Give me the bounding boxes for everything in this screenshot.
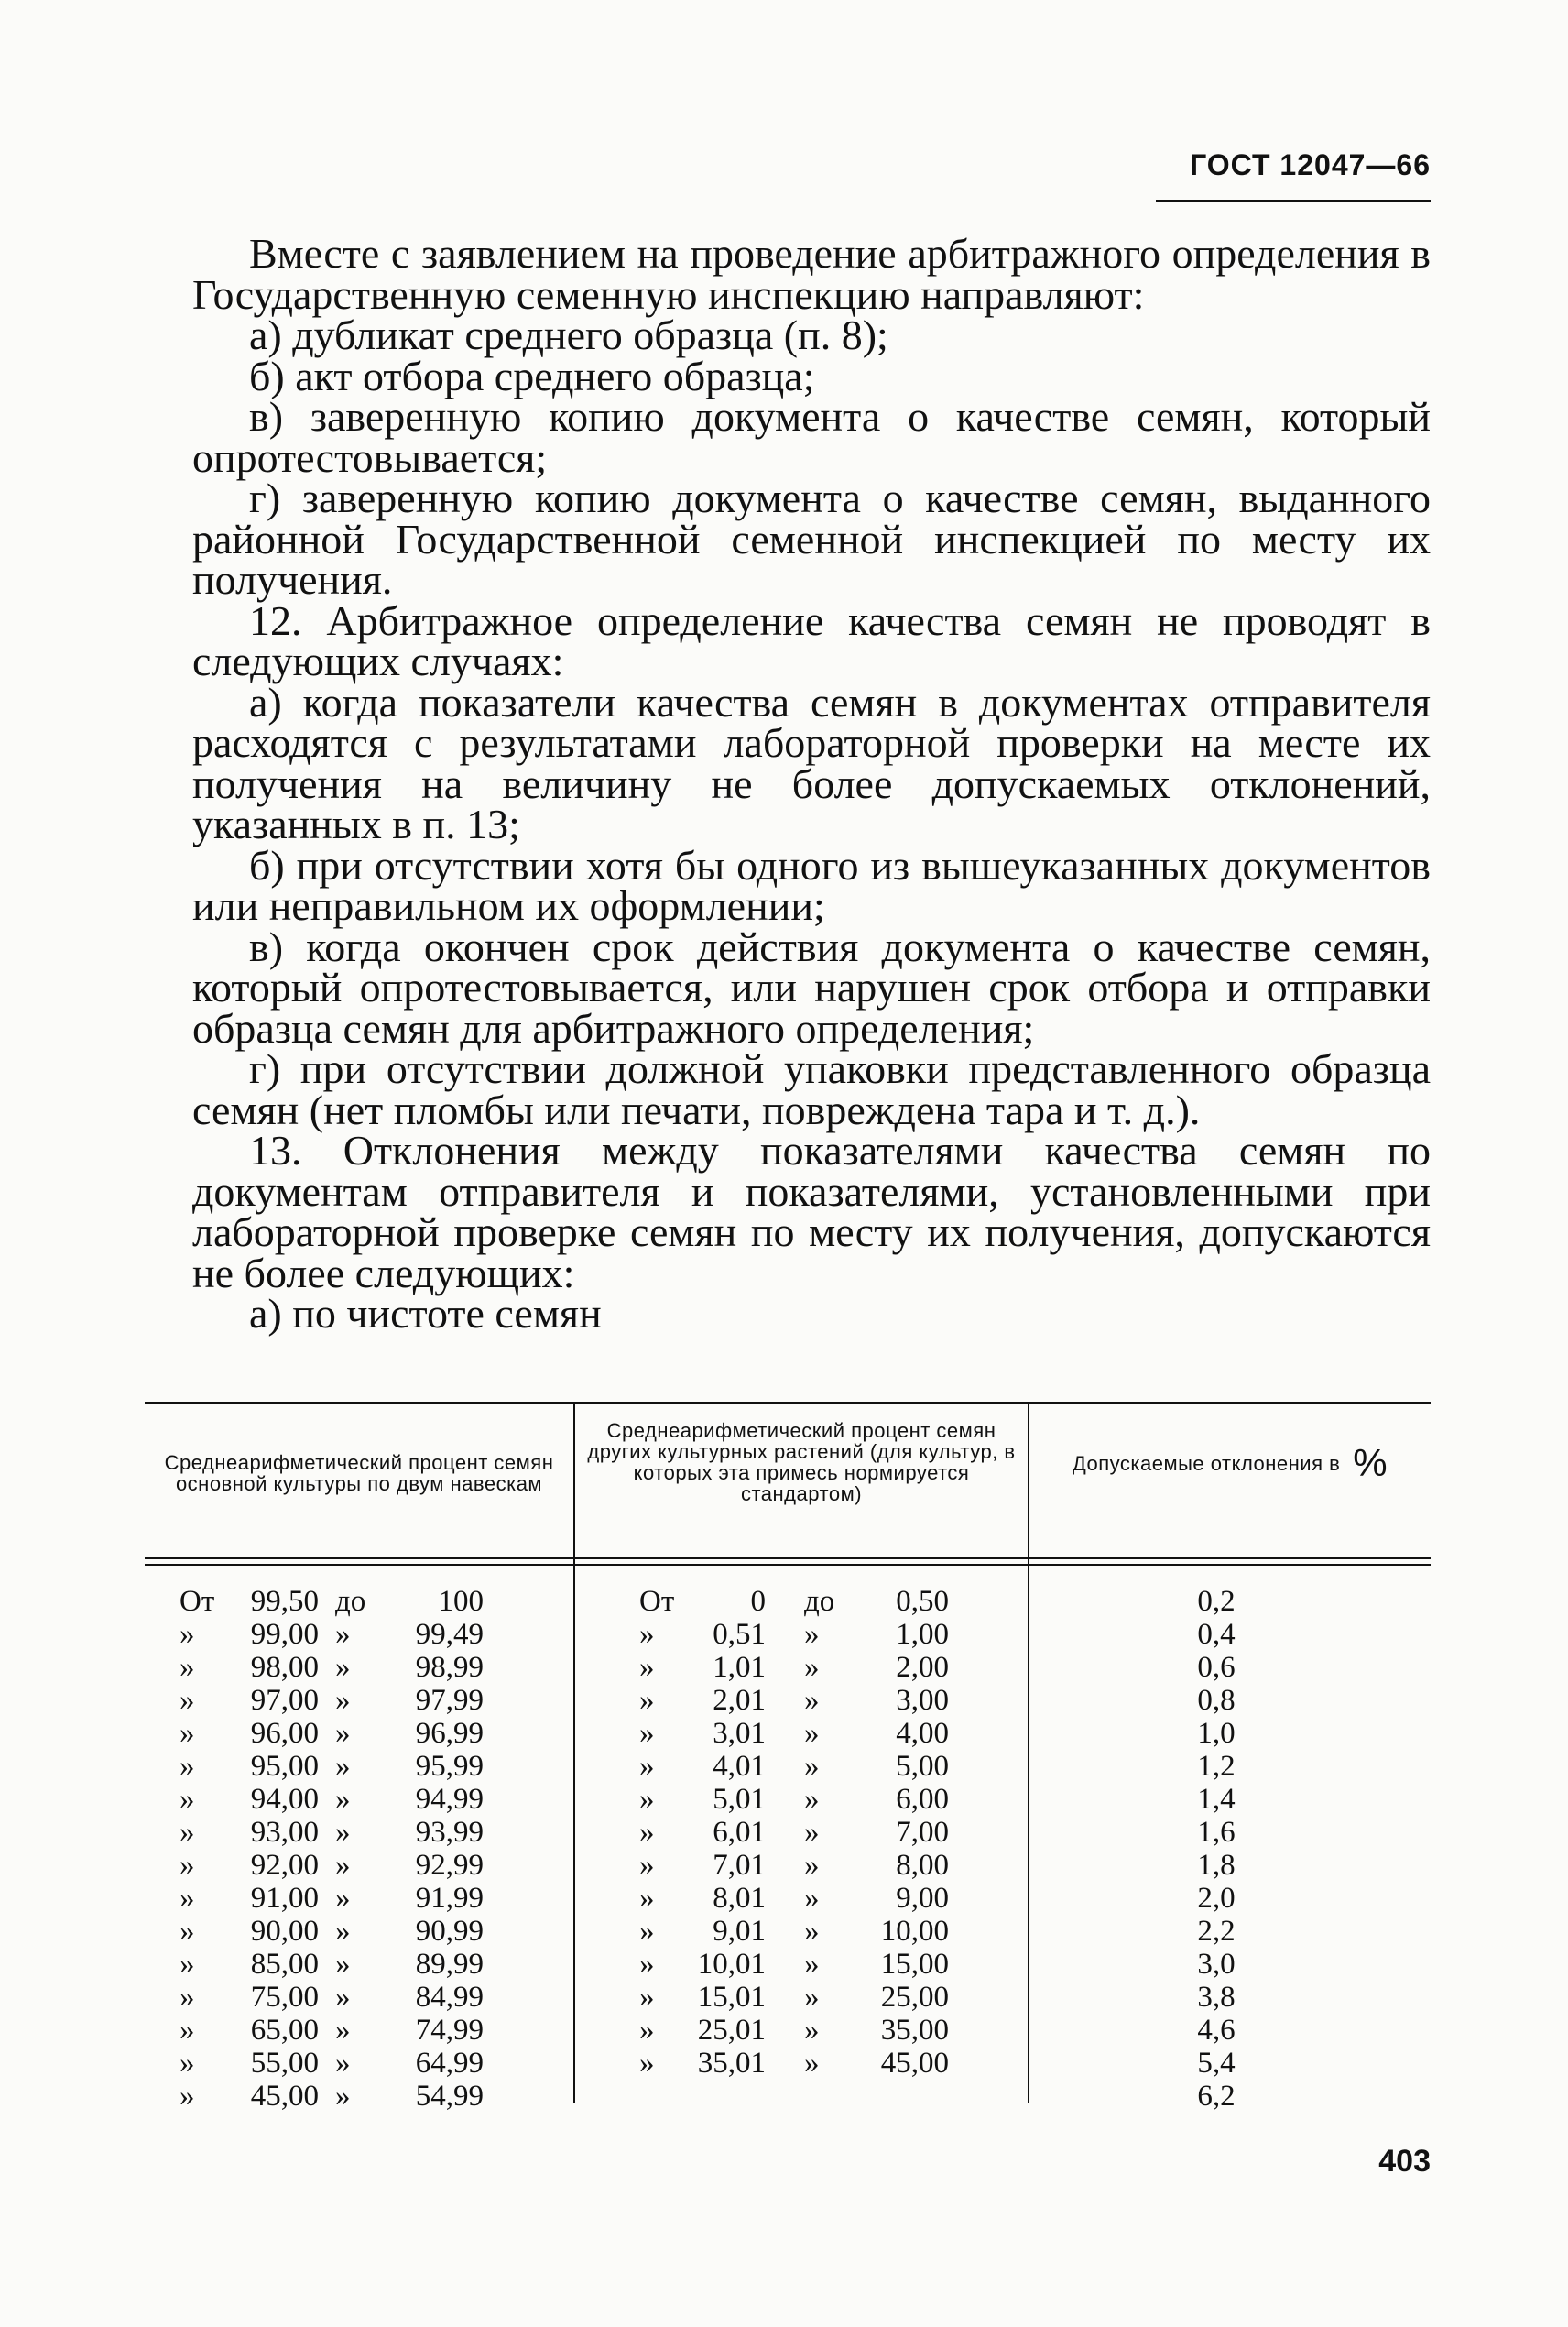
table-cell-c1-to: 84,99 xyxy=(415,1981,484,2014)
table-row xyxy=(145,1585,1431,1618)
table-cell-c3: 2,0 xyxy=(1197,1882,1236,1915)
table-cell-c2-from: 2,01 xyxy=(713,1684,766,1717)
table-cell-c1-sep: » xyxy=(335,1849,351,1882)
table-row xyxy=(145,1981,1431,2014)
percent-unit: % xyxy=(1353,1441,1388,1484)
paragraph: в) заверенную копию документа о качестве семян, который опротестовывается; xyxy=(192,393,1431,481)
table-cell-c2-sep: » xyxy=(804,1948,820,1981)
table-cell-c3: 1,8 xyxy=(1197,1849,1236,1882)
table-cell-c1-sep: » xyxy=(335,2080,351,2113)
table-cell-c2-from: 4,01 xyxy=(713,1750,766,1783)
table-cell-c2-pre: От xyxy=(639,1585,675,1618)
table-row xyxy=(145,1882,1431,1915)
table-cell-c2-to: 9,00 xyxy=(896,1882,949,1915)
paragraph: а) когда показатели качества семян в документах отправителя расходятся с результатами лабораторной проверки на месте их получения на величину не более допускаемых отклонений, указанных в п. 13; xyxy=(192,678,1431,847)
table-cell-c2-from: 35,01 xyxy=(697,2047,766,2080)
table-cell-c2-to: 8,00 xyxy=(896,1849,949,1882)
table-cell-c1-from: 93,00 xyxy=(250,1816,319,1849)
table-cell-c1-pre: » xyxy=(180,1849,195,1882)
table-cell-c2-sep: » xyxy=(804,1981,820,2014)
page-number: 403 xyxy=(1378,2144,1431,2179)
table-cell-c2-sep: » xyxy=(804,1618,820,1651)
table-cell-c1-from: 94,00 xyxy=(250,1783,319,1816)
table-cell-c2-from: 10,01 xyxy=(697,1948,766,1981)
table-row xyxy=(145,1618,1431,1651)
table-cell-c2-pre: » xyxy=(639,1915,655,1948)
table-top-rule xyxy=(145,1402,1431,1404)
table-cell-c1-to: 89,99 xyxy=(415,1948,484,1981)
table-cell-c2-pre: » xyxy=(639,1783,655,1816)
table-cell-c1-from: 55,00 xyxy=(250,2047,319,2080)
table-cell-c1-to: 92,99 xyxy=(415,1849,484,1882)
table-cell-c2-from: 0,51 xyxy=(713,1618,766,1651)
table-cell-c1-sep: » xyxy=(335,1783,351,1816)
table-cell-c2-from: 9,01 xyxy=(713,1915,766,1948)
table-cell-c1-pre: » xyxy=(180,1948,195,1981)
table-cell-c1-from: 98,00 xyxy=(250,1651,319,1684)
table-cell-c3: 1,4 xyxy=(1197,1783,1236,1816)
table-cell-c3: 6,2 xyxy=(1197,2080,1236,2113)
table-cell-c2-to: 5,00 xyxy=(896,1750,949,1783)
paragraph: б) при отсутствии хотя бы одного из вышеуказанных документов или неправильном их оформлении; xyxy=(192,841,1431,929)
table-cell-c2-pre: » xyxy=(639,2014,655,2047)
table-row xyxy=(145,2047,1431,2080)
paragraph: б) акт отбора среднего образца; xyxy=(249,352,815,399)
paragraph: 12. Арбитражное определение качества семян не проводят в следующих случаях: xyxy=(192,596,1431,684)
table-cell-c2-pre: » xyxy=(639,1981,655,2014)
table-header-rule-second xyxy=(145,1564,1431,1566)
table-cell-c3: 0,6 xyxy=(1197,1651,1236,1684)
table-cell-c2-from: 3,01 xyxy=(713,1717,766,1750)
table-cell-c2-sep: » xyxy=(804,1816,820,1849)
table-cell-c1-to: 90,99 xyxy=(415,1915,484,1948)
table-cell-c1-to: 97,99 xyxy=(415,1684,484,1717)
table-cell-c2-pre: » xyxy=(639,2047,655,2080)
paragraph: в) когда окончен срок действия документа о качестве семян, который опротестовывается, или нарушен срок отбора и отправки образца семян для арбитражного определения; xyxy=(192,923,1431,1052)
table-cell-c2-from: 8,01 xyxy=(713,1882,766,1915)
table-cell-c2-to: 0,50 xyxy=(896,1585,949,1618)
table-cell-c2-sep: » xyxy=(804,1915,820,1948)
header-tolerance xyxy=(1029,1441,1431,1484)
table-cell-c3: 4,6 xyxy=(1197,2014,1236,2047)
table-cell-c2-to: 4,00 xyxy=(896,1717,949,1750)
table-cell-c2-sep: » xyxy=(804,1849,820,1882)
table-cell-c3: 1,2 xyxy=(1197,1750,1236,1783)
table-cell-c1-pre: От xyxy=(180,1585,215,1618)
table-cell-c2-pre: » xyxy=(639,1651,655,1684)
table-cell-c1-pre: » xyxy=(180,1717,195,1750)
table-cell-c1-to: 74,99 xyxy=(415,2014,484,2047)
table-row xyxy=(145,1783,1431,1816)
table-cell-c2-from: 1,01 xyxy=(713,1651,766,1684)
table-cell-c2-sep: » xyxy=(804,1750,820,1783)
table-cell-c1-pre: » xyxy=(180,1816,195,1849)
table-cell-c3: 5,4 xyxy=(1197,2047,1236,2080)
table-cell-c2-to: 15,00 xyxy=(880,1948,949,1981)
table-cell-c1-from: 91,00 xyxy=(250,1882,319,1915)
table-cell-c2-sep: до xyxy=(804,1585,835,1618)
table-cell-c2-pre: » xyxy=(639,1684,655,1717)
table-cell-c3: 3,8 xyxy=(1197,1981,1236,2014)
table-cell-c2-to: 1,00 xyxy=(896,1618,949,1651)
table-cell-c2-pre: » xyxy=(639,1750,655,1783)
document-code: ГОСТ 12047—66 xyxy=(1190,148,1431,181)
table-cell-c1-sep: » xyxy=(335,1651,351,1684)
table-cell-c1-to: 93,99 xyxy=(415,1816,484,1849)
table-cell-c1-sep: до xyxy=(335,1585,366,1618)
table-cell-c1-to: 54,99 xyxy=(415,2080,484,2113)
table-cell-c2-to: 3,00 xyxy=(896,1684,949,1717)
table-cell-c3: 3,0 xyxy=(1197,1948,1236,1981)
table-cell-c2-to: 45,00 xyxy=(880,2047,949,2080)
paragraph: а) дубликат среднего образца (п. 8); xyxy=(249,311,888,358)
table-cell-c1-from: 97,00 xyxy=(250,1684,319,1717)
table-cell-c1-sep: » xyxy=(335,1750,351,1783)
table-cell-c3: 0,2 xyxy=(1197,1585,1236,1618)
table-cell-c1-from: 99,00 xyxy=(250,1618,319,1651)
table-cell-c2-from: 0 xyxy=(750,1585,766,1618)
table-cell-c2-to: 35,00 xyxy=(880,2014,949,2047)
header-main-culture: Среднеарифметический процент семян основной культуры по двум навескам xyxy=(164,1451,554,1495)
table-cell-c1-pre: » xyxy=(180,2047,195,2080)
table-cell-c1-pre: » xyxy=(180,1915,195,1948)
table-cell-c2-pre: » xyxy=(639,1948,655,1981)
table-cell-c1-to: 91,99 xyxy=(415,1882,484,1915)
table-cell-c2-to: 25,00 xyxy=(880,1981,949,2014)
table-row xyxy=(145,1651,1431,1684)
table-cell-c3: 0,8 xyxy=(1197,1684,1236,1717)
table-cell-c3: 1,6 xyxy=(1197,1816,1236,1849)
tolerance-table xyxy=(145,1402,1431,2113)
table-cell-c2-sep: » xyxy=(804,1651,820,1684)
table-cell-c1-pre: » xyxy=(180,1882,195,1915)
table-cell-c2-sep: » xyxy=(804,1717,820,1750)
table-cell-c1-sep: » xyxy=(335,1717,351,1750)
table-cell-c2-from: 7,01 xyxy=(713,1849,766,1882)
table-cell-c1-to: 95,99 xyxy=(415,1750,484,1783)
table-row xyxy=(145,1948,1431,1981)
table-cell-c1-from: 92,00 xyxy=(250,1849,319,1882)
table-row xyxy=(145,1915,1431,1948)
table-cell-c1-pre: » xyxy=(180,1981,195,2014)
paragraph: 13. Отклонения между показателями качества семян по документам отправителя и показателями, установленными при лабораторной проверке семян по месту их получения, допускаются не более следующих: xyxy=(192,1127,1431,1296)
table-cell-c2-sep: » xyxy=(804,1684,820,1717)
paragraph: г) заверенную копию документа о качестве семян, выданного районной Государственной семенной инспекцией по месту их получения. xyxy=(192,475,1431,603)
table-cell-c3: 1,0 xyxy=(1197,1717,1236,1750)
table-cell-c1-sep: » xyxy=(335,2014,351,2047)
table-cell-c2-pre: » xyxy=(639,1849,655,1882)
table-cell-c1-pre: » xyxy=(180,1783,195,1816)
table-cell-c1-sep: » xyxy=(335,1882,351,1915)
table-cell-c1-pre: » xyxy=(180,1750,195,1783)
table-cell-c2-pre: » xyxy=(639,1618,655,1651)
table-cell-c2-sep: » xyxy=(804,1882,820,1915)
table-cell-c1-to: 98,99 xyxy=(415,1651,484,1684)
table-cell-c1-from: 96,00 xyxy=(250,1717,319,1750)
table-row xyxy=(145,1684,1431,1717)
table-cell-c1-to: 100 xyxy=(438,1585,484,1618)
table-row xyxy=(145,1816,1431,1849)
table-cell-c1-from: 85,00 xyxy=(250,1948,319,1981)
table-cell-c1-pre: » xyxy=(180,1618,195,1651)
table-cell-c2-from: 15,01 xyxy=(697,1981,766,2014)
table-cell-c2-to: 10,00 xyxy=(880,1915,949,1948)
table-cell-c3: 0,4 xyxy=(1197,1618,1236,1651)
table-cell-c2-to: 7,00 xyxy=(896,1816,949,1849)
table-cell-c2-sep: » xyxy=(804,1783,820,1816)
table-cell-c1-from: 45,00 xyxy=(250,2080,319,2113)
table-cell-c1-from: 99,50 xyxy=(250,1585,319,1618)
table-cell-c1-pre: » xyxy=(180,2014,195,2047)
table-cell-c1-from: 90,00 xyxy=(250,1915,319,1948)
body-text xyxy=(192,230,1431,1337)
table-cell-c2-pre: » xyxy=(639,1717,655,1750)
table-cell-c1-to: 99,49 xyxy=(415,1618,484,1651)
table-cell-c1-from: 95,00 xyxy=(250,1750,319,1783)
table-cell-c2-from: 5,01 xyxy=(713,1783,766,1816)
header-other-cultures: Среднеарифметический процент семян других культурных растений (для культур, в которых эта примесь нормируется стандартом) xyxy=(587,1419,1016,1505)
table-cell-c2-from: 25,01 xyxy=(697,2014,766,2047)
paragraph: Вместе с заявлением на проведение арбитражного определения в Государственную семенную инспекцию направляют: xyxy=(192,230,1431,318)
table-header-rule xyxy=(145,1557,1431,1559)
table-cell-c1-pre: » xyxy=(180,1684,195,1717)
table-cell-c1-sep: » xyxy=(335,1981,351,2014)
table-cell-c1-to: 94,99 xyxy=(415,1783,484,1816)
table-row xyxy=(145,2014,1431,2047)
table-row xyxy=(145,2080,1431,2113)
table-cell-c1-to: 96,99 xyxy=(415,1717,484,1750)
table-cell-c2-sep: » xyxy=(804,2014,820,2047)
header-underline xyxy=(1156,200,1431,202)
table-cell-c1-sep: » xyxy=(335,1618,351,1651)
paragraph: г) при отсутствии должной упаковки представленного образца семян (нет пломбы или печати, повреждена тара и т. д.). xyxy=(192,1045,1431,1133)
paragraph: а) по чистоте семян xyxy=(249,1290,602,1337)
table-cell-c2-pre: » xyxy=(639,1816,655,1849)
table-cell-c1-pre: » xyxy=(180,1651,195,1684)
table-cell-c2-sep: » xyxy=(804,2047,820,2080)
table-body xyxy=(145,1585,1431,2113)
table-row xyxy=(145,1750,1431,1783)
table-cell-c1-from: 75,00 xyxy=(250,1981,319,2014)
table-cell-c2-pre: » xyxy=(639,1882,655,1915)
table-cell-c1-sep: » xyxy=(335,1948,351,1981)
table-cell-c2-to: 6,00 xyxy=(896,1783,949,1816)
table-cell-c2-from: 6,01 xyxy=(713,1816,766,1849)
table-cell-c1-to: 64,99 xyxy=(415,2047,484,2080)
table-cell-c1-sep: » xyxy=(335,1915,351,1948)
table-cell-c1-sep: » xyxy=(335,1816,351,1849)
table-cell-c1-pre: » xyxy=(180,2080,195,2113)
header-tolerance-label: Допускаемые отклонения в xyxy=(1072,1452,1341,1475)
table-row xyxy=(145,1849,1431,1882)
table-cell-c2-to: 2,00 xyxy=(896,1651,949,1684)
table-cell-c3: 2,2 xyxy=(1197,1915,1236,1948)
table-row xyxy=(145,1717,1431,1750)
table-cell-c1-sep: » xyxy=(335,2047,351,2080)
table-cell-c1-sep: » xyxy=(335,1684,351,1717)
table-cell-c1-from: 65,00 xyxy=(250,2014,319,2047)
